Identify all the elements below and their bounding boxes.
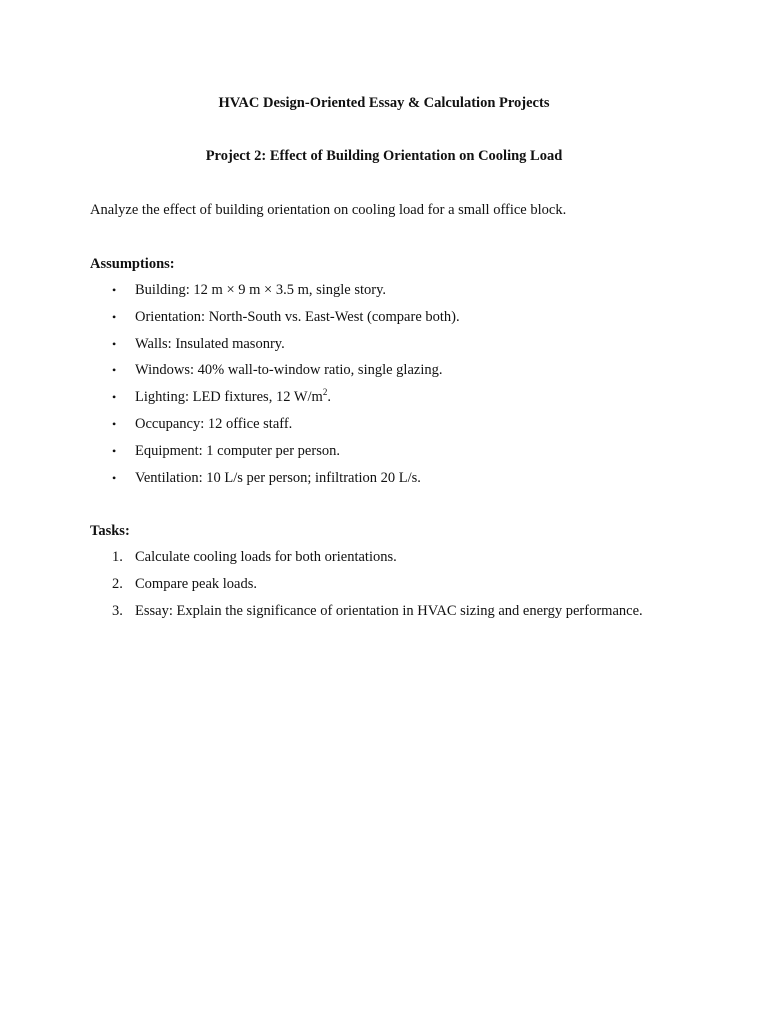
lighting-superscript: 2 (322, 387, 328, 398)
bullet-icon: • (112, 363, 117, 378)
bullet-icon: • (112, 336, 117, 351)
assumption-text: Building: 12 m × 9 m × 3.5 m, single story. (135, 282, 387, 298)
assumption-text: Windows: 40% wall-to-window ratio, single glazing. (135, 362, 443, 379)
task-text: Compare peak loads. (135, 575, 258, 592)
task-number: 2. (112, 575, 123, 592)
assumptions-heading: Assumptions: (90, 256, 175, 272)
assumption-text: Walls: Insulated masonry. (135, 335, 285, 352)
task-text: Essay: Explain the significance of orientation in HVAC sizing and energy performance. (135, 602, 643, 619)
assumption-text: Orientation: North-South vs. East-West (compare both). (135, 308, 460, 325)
task-text: Calculate cooling loads for both orientations. (135, 549, 397, 565)
bullet-icon: • (112, 443, 117, 458)
task-number: 1. (112, 549, 123, 565)
assumption-text: Occupancy: 12 office staff. (135, 415, 293, 432)
project-title: Project 2: Effect of Building Orientation on Cooling Load (205, 148, 563, 164)
assumption-text-lighting (135, 387, 331, 407)
bullet-icon: • (112, 470, 117, 485)
assumption-text: Equipment: 1 computer per person. (135, 442, 340, 459)
bullet-icon: • (112, 309, 117, 324)
bullet-icon: • (112, 416, 117, 431)
intro-paragraph: Analyze the effect of building orientation on cooling load for a small office block. (90, 202, 567, 218)
bullet-icon: • (112, 283, 117, 297)
task-number: 3. (112, 602, 123, 619)
assumption-text: Ventilation: 10 L/s per person; infiltration 20 L/s. (135, 469, 421, 486)
document-title: HVAC Design-Oriented Essay & Calculation Projects (218, 95, 550, 111)
lighting-text: Lighting: LED fixtures, 12 W/m (135, 389, 323, 406)
bullet-icon: • (112, 390, 117, 405)
lighting-suffix: . (327, 389, 331, 406)
tasks-heading: Tasks: (90, 523, 130, 539)
